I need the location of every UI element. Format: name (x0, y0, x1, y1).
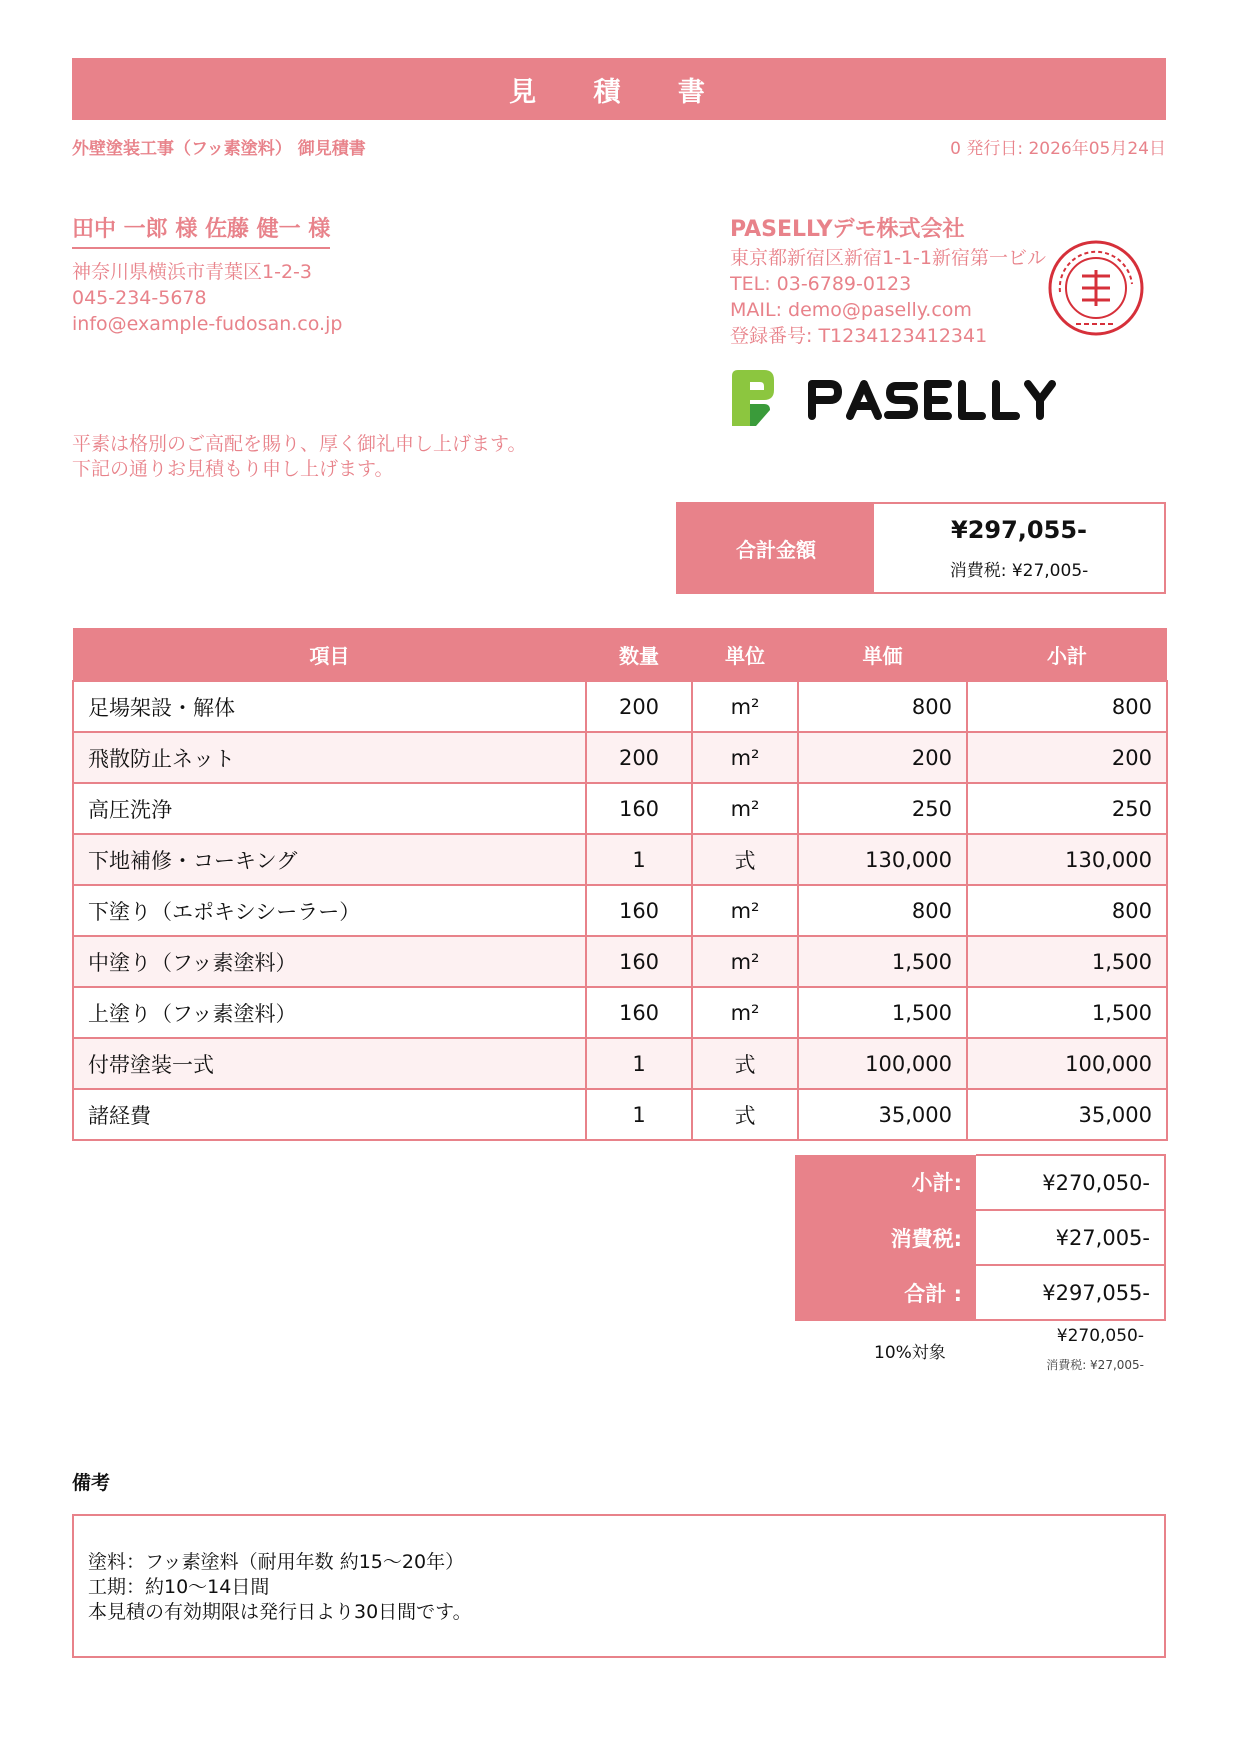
company-address: 東京都新宿区新宿1-1-1新宿第一ビル (730, 247, 1046, 269)
cell-quantity: 200 (586, 681, 692, 732)
summary-tax-row (795, 1210, 1165, 1265)
company-mail: MAIL: demo@paselly.com (730, 299, 972, 321)
cell-item: 飛散防止ネット (73, 732, 586, 783)
cell-item: 中塗り（フッ素塗料） (73, 936, 586, 987)
line-items-table (72, 628, 1168, 1141)
table-header-row (73, 628, 1167, 681)
document-title: 見 積 書 (509, 76, 729, 108)
cell-subtotal: 130,000 (967, 834, 1167, 885)
remarks-line-2: 工期：約10〜14日間 (88, 1576, 270, 1598)
cell-unit-price: 200 (798, 732, 967, 783)
cell-quantity: 160 (586, 987, 692, 1038)
cell-quantity: 200 (586, 732, 692, 783)
table-row (73, 987, 1167, 1038)
summary-tax-label: 消費税: (795, 1210, 976, 1265)
client-address: 神奈川県横浜市青葉区1-2-3 (72, 261, 312, 283)
tax-base-tax: 消費税: ¥27,005- (1046, 1358, 1144, 1372)
cell-quantity: 160 (586, 885, 692, 936)
cell-quantity: 1 (586, 1089, 692, 1140)
cell-subtotal: 100,000 (967, 1038, 1167, 1089)
cell-unit-price: 1,500 (798, 987, 967, 1038)
client-name: 田中 一郎 様 佐藤 健一 様 (72, 212, 330, 249)
table-row (73, 732, 1167, 783)
summary-subtotal-label: 小計: (795, 1155, 976, 1210)
cell-subtotal: 200 (967, 732, 1167, 783)
cell-unit: 式 (692, 1089, 798, 1140)
company-seal-stamp (1046, 238, 1146, 338)
cell-item: 上塗り（フッ素塗料） (73, 987, 586, 1038)
cell-quantity: 160 (586, 936, 692, 987)
total-amount-box (676, 502, 1166, 594)
column-header-subtotal: 小計 (967, 628, 1167, 681)
cell-unit: 式 (692, 1038, 798, 1089)
table-row (73, 936, 1167, 987)
cell-unit-price: 250 (798, 783, 967, 834)
cell-quantity: 1 (586, 1038, 692, 1089)
cell-unit-price: 130,000 (798, 834, 967, 885)
cell-quantity: 1 (586, 834, 692, 885)
total-tax-value: 消費税: ¥27,005- (949, 560, 1089, 581)
cell-unit-price: 100,000 (798, 1038, 967, 1089)
cell-item: 下地補修・コーキング (73, 834, 586, 885)
client-phone: 045-234-5678 (72, 287, 207, 309)
column-header-unit: 単位 (692, 628, 798, 681)
cell-subtotal: 800 (967, 885, 1167, 936)
remarks-line-1: 塗料：フッ素塗料（耐用年数 約15〜20年） (88, 1551, 465, 1573)
summary-table (795, 1154, 1166, 1321)
cell-unit-price: 1,500 (798, 936, 967, 987)
remarks-box (72, 1514, 1166, 1658)
company-logo (730, 368, 1060, 434)
summary-total-row (795, 1265, 1165, 1320)
cell-quantity: 160 (586, 783, 692, 834)
company-info (730, 245, 1060, 349)
tax-rate-target: 10%対象 (874, 1343, 946, 1363)
cell-unit: m² (692, 783, 798, 834)
table-row (73, 783, 1167, 834)
summary-tax-value: ¥27,005- (976, 1210, 1165, 1265)
cell-item: 足場架設・解体 (73, 681, 586, 732)
cell-unit: m² (692, 936, 798, 987)
greeting-text (72, 432, 526, 482)
table-row (73, 1089, 1167, 1140)
table-row (73, 834, 1167, 885)
cell-unit-price: 800 (798, 681, 967, 732)
summary-total-label: 合計 : (795, 1265, 976, 1320)
issue-date: 0 発行日: 2026年05月24日 (950, 139, 1166, 159)
summary-total-value: ¥297,055- (976, 1265, 1165, 1320)
cell-unit: m² (692, 885, 798, 936)
cell-subtotal: 35,000 (967, 1089, 1167, 1140)
company-tel: TEL: 03-6789-0123 (730, 273, 912, 295)
greeting-line-2: 下記の通りお見積もり申し上げます。 (72, 458, 394, 480)
column-header-unit-price: 単価 (798, 628, 967, 681)
tax-base-amount: ¥270,050- (1056, 1326, 1144, 1346)
total-amount-values (874, 504, 1164, 592)
table-row (73, 885, 1167, 936)
cell-subtotal: 1,500 (967, 936, 1167, 987)
cell-item: 下塗り（エポキシシーラー） (73, 885, 586, 936)
cell-unit-price: 35,000 (798, 1089, 967, 1140)
column-header-quantity: 数量 (586, 628, 692, 681)
cell-item: 諸経費 (73, 1089, 586, 1140)
company-name: PASELLYデモ株式会社 (730, 217, 965, 242)
cell-unit: 式 (692, 834, 798, 885)
estimate-subject: 外壁塗装工事（フッ素塗料） 御見積書 (72, 139, 366, 159)
cell-unit: m² (692, 987, 798, 1038)
cell-item: 高圧洗浄 (73, 783, 586, 834)
cell-subtotal: 250 (967, 783, 1167, 834)
company-registration: 登録番号: T1234123412341 (730, 325, 988, 347)
table-row (73, 681, 1167, 732)
client-email: info@example-fudosan.co.jp (72, 313, 343, 335)
column-header-item: 項目 (73, 628, 586, 681)
summary-subtotal-row (795, 1155, 1165, 1210)
cell-subtotal: 800 (967, 681, 1167, 732)
document-title-bar (72, 58, 1166, 120)
cell-item: 付帯塗装一式 (73, 1038, 586, 1089)
cell-unit: m² (692, 732, 798, 783)
total-amount-label: 合計金額 (678, 504, 874, 592)
greeting-line-1: 平素は格別のご高配を賜り、厚く御礼申し上げます。 (72, 433, 527, 455)
cell-unit-price: 800 (798, 885, 967, 936)
client-info (72, 259, 342, 337)
summary-subtotal-value: ¥270,050- (976, 1155, 1165, 1210)
cell-subtotal: 1,500 (967, 987, 1167, 1038)
table-row (73, 1038, 1167, 1089)
remarks-line-3: 本見積の有効期限は発行日より30日間です。 (88, 1601, 472, 1623)
remarks-heading: 備考 (72, 1472, 111, 1494)
total-amount-value: ¥297,055- (951, 515, 1087, 544)
cell-unit: m² (692, 681, 798, 732)
